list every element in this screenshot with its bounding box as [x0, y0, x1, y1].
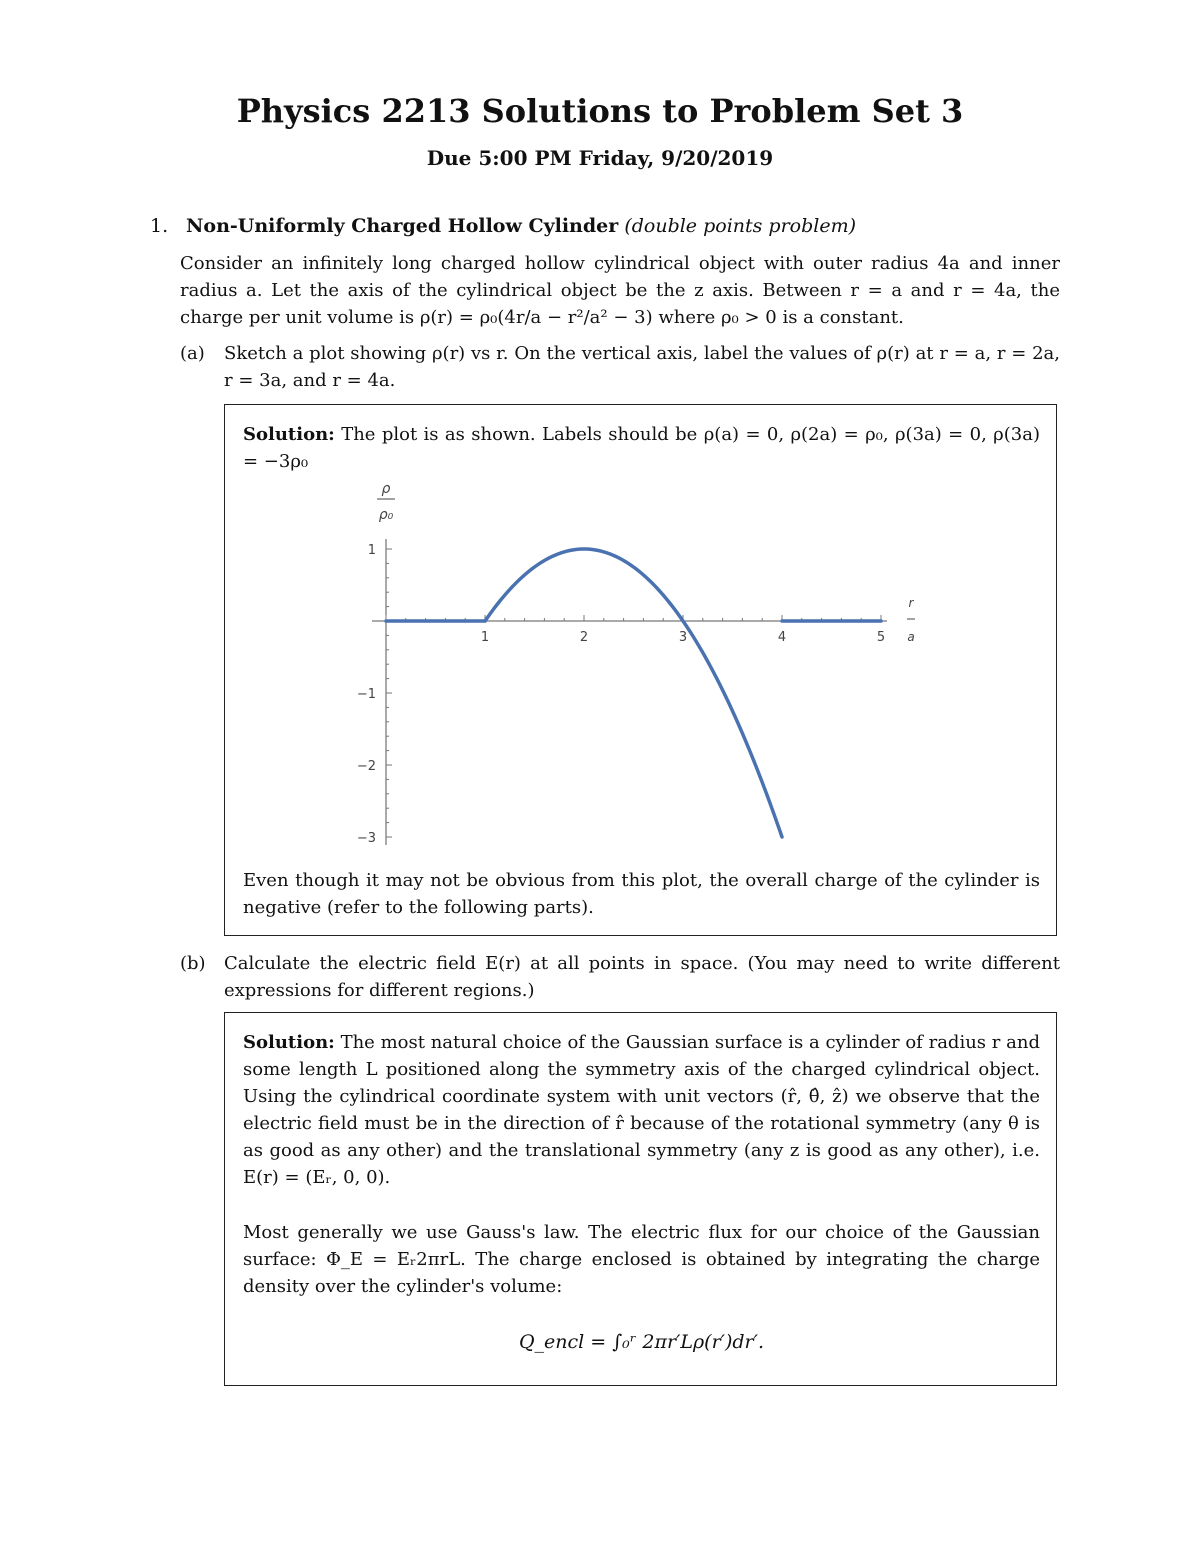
y-label-top: ρ	[381, 481, 391, 497]
part-a-tag: (a)	[180, 343, 205, 364]
solution-a-text	[243, 421, 1040, 475]
part-b-question	[180, 950, 1060, 1004]
x-tick-label: 1	[480, 630, 490, 645]
y-tick-label: 1	[367, 543, 376, 558]
problem-note: (double points problem)	[624, 215, 857, 237]
part-a-question	[180, 340, 1060, 394]
charge-enclosed-equation: Q_encl = ∫₀ʳ 2πr′Lρ(r′)dr′.	[518, 1331, 764, 1353]
part-b-text: Calculate the electric field E(r) at all points in space. (You may need to write different expressions for different regions.)	[224, 953, 1060, 1001]
x-tick-label: 5	[876, 630, 886, 645]
page-title: Physics 2213 Solutions to Problem Set 3	[236, 92, 964, 130]
x-tick-label: 3	[678, 630, 688, 645]
solution-box-a	[224, 404, 1057, 936]
problem-title: Non-Uniformly Charged Hollow Cylinder	[186, 215, 619, 237]
part-a-text: Sketch a plot showing ρ(r) vs r. On the vertical axis, label the values of ρ(r) at r = a, r = 2a, r = 3a, and r = 4a.	[224, 343, 1060, 391]
series-segment	[485, 549, 782, 837]
problem-statement: Consider an infinitely long charged hollow cylindrical object with outer radius 4a and inner radius a. Let the axis of the cylindrical object be the z axis. Between r = a and r = 4a, the charge per unit volume is ρ(r) = ρ₀(4r/a − r²/a² − 3) where ρ₀ > 0 is a constant.	[180, 253, 1060, 328]
problem-number: 1.	[150, 215, 169, 237]
solution-b-p1	[243, 1029, 1040, 1191]
rho-plot	[225, 471, 1058, 871]
problem-heading	[150, 215, 1070, 237]
solution-a-after: Even though it may not be obvious from this plot, the overall charge of the cylinder is negative (refer to the following parts).	[243, 870, 1040, 918]
solution-b-label: Solution:	[243, 1032, 335, 1053]
part-b-tag: (b)	[180, 953, 206, 974]
solution-a-label: Solution:	[243, 424, 335, 445]
x-tick-label: 2	[579, 630, 589, 645]
solution-b-body: The most natural choice of the Gaussian surface is a cylinder of radius r and some length L positioned along the symmetry axis of the charged cylindrical object. Using the cylindrical coordinate system with unit vectors (r̂, θ̂, ẑ) we observe that the electric field must be in the direction of r̂ because of the rotational symmetry (any θ is as good as any other) and the translational symmetry (any z is good as any other), i.e. E(r) = (Eᵣ, 0, 0).	[243, 1032, 1040, 1188]
solution-a-body: The plot is as shown. Labels should be ρ(a) = 0, ρ(2a) = ρ₀, ρ(3a) = 0, ρ(3a) = −3ρ₀	[243, 424, 1040, 472]
x-label-top: r	[908, 596, 914, 610]
x-label-bottom: a	[907, 630, 915, 644]
y-tick-label: −1	[356, 687, 376, 702]
due-date: Due 5:00 PM Friday, 9/20/2019	[426, 146, 774, 170]
x-tick-label: 4	[777, 630, 787, 645]
y-tick-label: −2	[356, 759, 376, 774]
solution-b-p2: Most generally we use Gauss's law. The electric flux for our choice of the Gaussian surface: Φ_E = Eᵣ2πrL. The charge enclosed is obtained by integrating the charge density over the cylinder's volume:	[243, 1222, 1040, 1297]
solution-box-b	[224, 1012, 1057, 1386]
y-label-bottom: ρ₀	[378, 507, 394, 523]
y-tick-label: −3	[356, 831, 376, 846]
